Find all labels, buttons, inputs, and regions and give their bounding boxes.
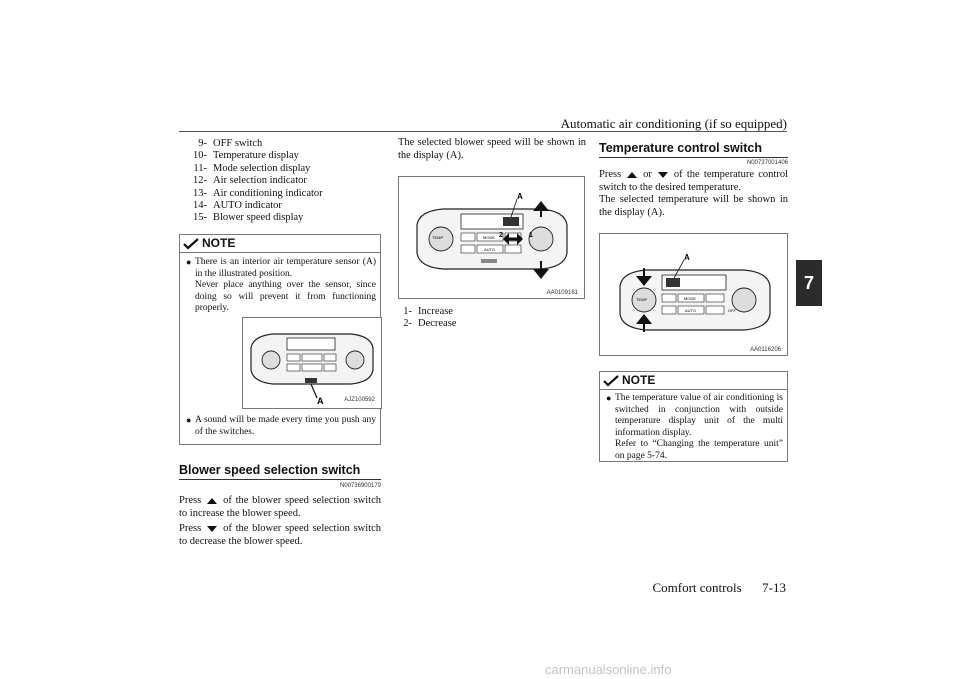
figure-number-2: 2 <box>499 232 503 239</box>
figure-callout: A <box>317 396 324 406</box>
svg-text:OFF: OFF <box>728 308 736 313</box>
note-bullet: ● The temperature value of air conditioning is switched in conjunction with outside temperature display unit of the multi information display. Refer to “Changing the temperature unit” on page 5-74. <box>606 393 783 461</box>
note-label: NOTE <box>622 372 656 387</box>
checkmark-icon <box>603 375 619 387</box>
note-label: NOTE <box>202 235 236 250</box>
list-item: 1- Increase <box>403 306 453 317</box>
blower-panel-illustration <box>399 177 584 298</box>
note-header <box>600 372 787 390</box>
temperature-section-title: Temperature control switch <box>599 141 788 158</box>
svg-text:AUTO: AUTO <box>484 247 496 252</box>
list-item: 14- AUTO indicator <box>193 200 282 212</box>
component-list <box>179 138 381 225</box>
bullet-icon: ● <box>186 257 192 267</box>
down-arrow-icon <box>207 526 217 532</box>
list-item: 13- Air conditioning indicator <box>193 187 323 199</box>
bullet-icon: ● <box>186 415 192 425</box>
header-rule <box>179 131 787 132</box>
sensor-figure <box>242 317 382 409</box>
figure-callout: A <box>684 253 690 262</box>
checkmark-icon <box>183 238 199 250</box>
up-arrow-icon <box>207 498 217 504</box>
blower-section-code: N00736900179 <box>339 483 381 489</box>
figure-code: AA0109161 <box>546 290 578 296</box>
note-bullet: ● A sound will be made every time you push any of the switches. <box>186 415 376 437</box>
list-item: 9- OFF switch <box>198 138 263 149</box>
list-item: 12- Air selection indicator <box>193 175 307 187</box>
svg-text:TEMP: TEMP <box>432 235 444 240</box>
page-footer <box>652 580 786 596</box>
note-box <box>599 371 788 462</box>
list-item: 15- Blower speed display <box>193 212 304 224</box>
svg-text:AUTO: AUTO <box>685 308 697 313</box>
footer-section: Comfort controls <box>652 580 742 595</box>
figure-number-1: 1 <box>529 232 533 239</box>
up-arrow-icon <box>627 172 637 178</box>
figure-code: AA0116206 <box>750 347 781 353</box>
list-item: 10- Temperature display <box>193 150 299 162</box>
bullet-icon: ● <box>606 393 612 403</box>
arrow-legend-list <box>398 306 586 331</box>
temperature-paragraph: Press or of the temperature control switch to the desired temperature. The selected temperature will be shown in the display (A). <box>599 169 788 218</box>
footer-page-number: 7-13 <box>762 580 786 595</box>
svg-text:MODE: MODE <box>483 235 495 240</box>
note-header <box>180 235 380 253</box>
temperature-panel-illustration <box>600 234 787 355</box>
blower-paragraph-decrease: Press of the blower speed selection switch to decrease the blower speed. <box>179 523 381 547</box>
figure-callout: A <box>517 192 523 201</box>
blower-paragraph-increase: Press of the blower speed selection switch to increase the blower speed. <box>179 495 381 519</box>
blower-section-title: Blower speed selection switch <box>179 463 381 480</box>
list-item: 2- Decrease <box>403 318 457 330</box>
note-bullet: ● There is an interior air temperature sensor (A) in the illustrated position. Never place anything over the sensor, since doing so will prevent it from functioning properly. <box>186 257 376 313</box>
note-box <box>179 234 381 445</box>
down-arrow-icon <box>658 172 668 178</box>
svg-text:TEMP: TEMP <box>636 297 648 302</box>
temperature-figure <box>599 233 788 356</box>
chapter-tab: 7 <box>796 260 822 306</box>
list-item: 11- Mode selection display <box>193 162 311 174</box>
watermark: carmanualsonline.info <box>545 662 672 677</box>
page-header-title: Automatic air conditioning (if so equipped) <box>560 116 787 131</box>
blower-figure <box>398 176 585 299</box>
svg-text:MODE: MODE <box>684 296 696 301</box>
temperature-section-code: N00737001406 <box>746 160 788 166</box>
blower-display-intro: The selected blower speed will be shown in the display (A). <box>398 137 586 161</box>
figure-code: AJZ100592 <box>344 396 375 403</box>
